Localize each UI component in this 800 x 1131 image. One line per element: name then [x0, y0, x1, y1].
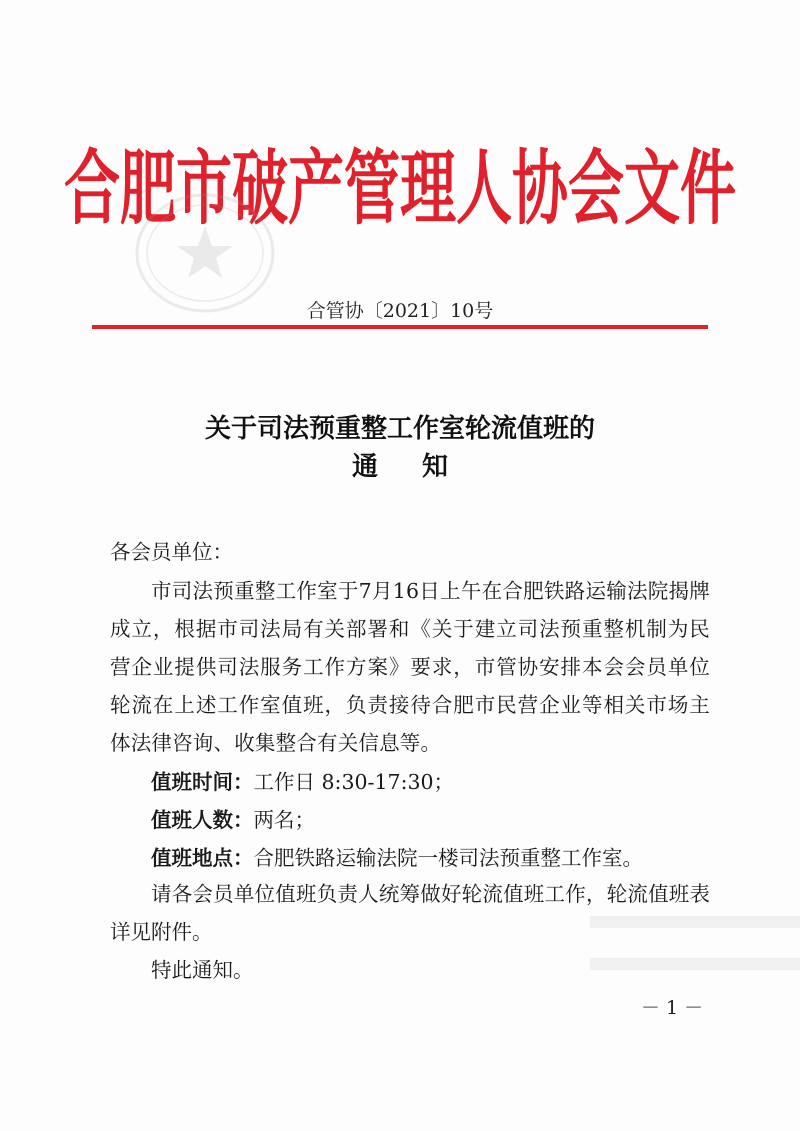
closing-line: 特此通知。	[151, 958, 254, 982]
notice-title-char2: 知	[422, 452, 449, 482]
duty-time-value: 工作日 8:30-17:30；	[253, 770, 455, 794]
document-header-title: 合肥市破产管理人协会文件	[64, 142, 736, 237]
page-number: － 1 －	[641, 997, 704, 1019]
duty-people-label: 值班人数：	[151, 808, 254, 832]
duty-time-label: 值班时间：	[151, 770, 254, 794]
salutation: 各会员单位：	[110, 540, 233, 564]
body-paragraph-1: 市司法预重整工作室于7月16日上午在合肥铁路运输法院揭牌成立，根据市司法局有关部署和《关于建立司法预重整机制为民营企业提供司法服务工作方案》要求，市管协安排本会会员单位轮流在上述工作室值班，负责接待合肥市民营企业等相关市场主体法律咨询、收集整合有关信息等。	[110, 579, 710, 755]
notice-title	[0, 410, 800, 486]
show-through-smudge	[590, 958, 800, 970]
show-through-smudge	[590, 916, 800, 928]
duty-people-row	[151, 801, 315, 839]
duty-place-label: 值班地点：	[151, 846, 254, 870]
duty-time-row	[151, 763, 454, 801]
body-paragraph-2: 请各会员单位值班负责人统筹做好轮流值班工作，轮流值班表详见附件。	[110, 882, 710, 944]
notice-title-line1: 关于司法预重整工作室轮流值班的	[204, 414, 595, 444]
notice-title-char1: 通	[351, 452, 378, 482]
duty-place-value: 合肥铁路运输法院一楼司法预重整工作室。	[253, 846, 643, 870]
notice-title-line2	[0, 448, 800, 486]
document-number: 合管协〔2021〕10号	[306, 300, 494, 322]
duty-place-row	[151, 839, 643, 877]
duty-people-value: 两名；	[253, 808, 315, 832]
red-separator-rule	[92, 325, 708, 329]
